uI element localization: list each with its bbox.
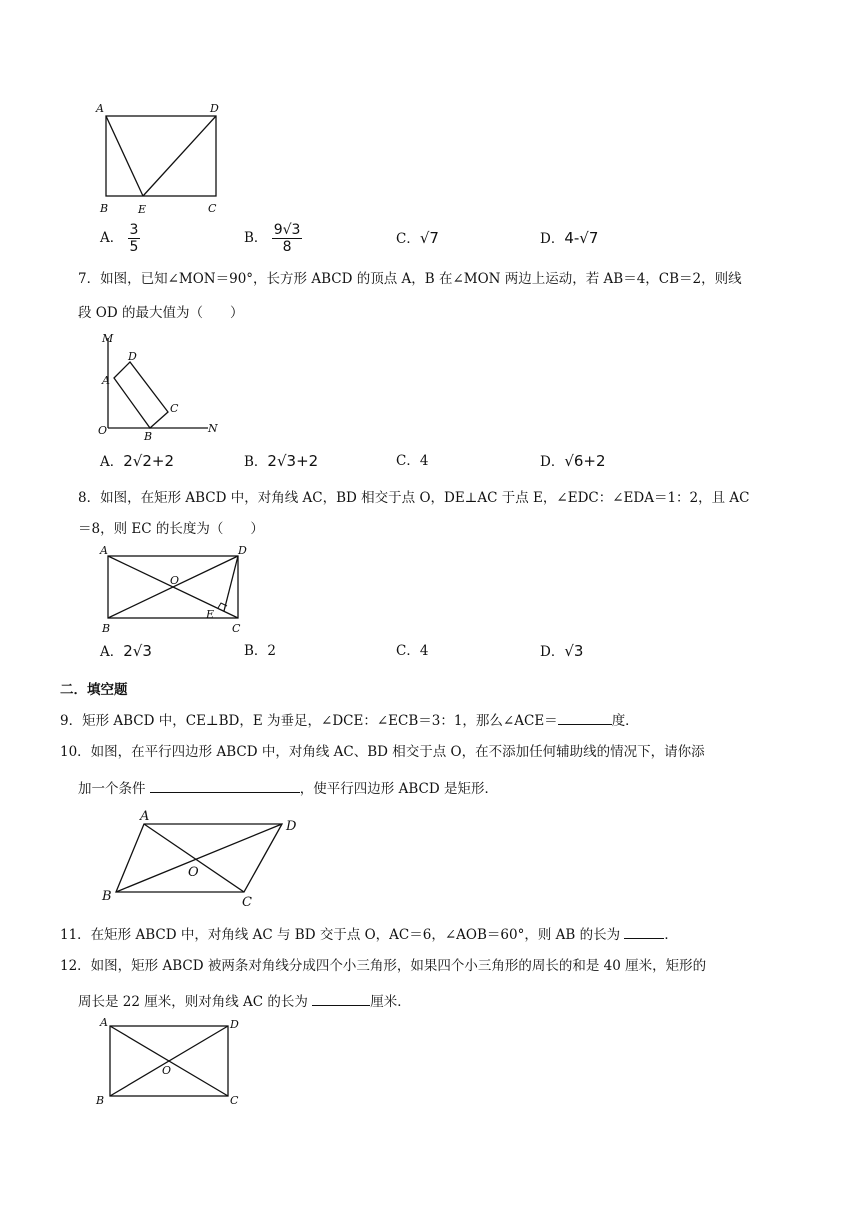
q7-option-b[interactable] bbox=[244, 452, 318, 471]
q12-text-line2-after: 厘米． bbox=[370, 994, 411, 1010]
q7-text-line1: 7．如图，已知∠MON＝90°，长方形 ABCD 的顶点 A，B 在∠MON 两边上运动，若 AB＝4，CB＝2，则线 bbox=[78, 271, 742, 287]
q10-label-a: A bbox=[140, 809, 150, 824]
q6-figure bbox=[90, 96, 230, 220]
q7-label-o: O bbox=[98, 424, 108, 437]
q12-text-line2 bbox=[78, 991, 411, 1011]
q6-option-c-label: C． bbox=[396, 231, 420, 247]
q7-option-a-label: A． bbox=[100, 454, 124, 470]
q8-option-a[interactable] bbox=[100, 642, 152, 661]
q6-option-a[interactable] bbox=[100, 222, 140, 255]
q9-answer-blank[interactable] bbox=[558, 710, 612, 725]
section-title-fill-blank: 二．填空题 bbox=[60, 682, 128, 698]
q6-option-c[interactable] bbox=[396, 229, 439, 248]
q6-option-d-label: D． bbox=[540, 231, 565, 247]
q7-label-d: D bbox=[128, 350, 137, 363]
q8-label-a: A bbox=[100, 544, 108, 557]
q8-label-o: O bbox=[170, 574, 180, 587]
q6-option-d[interactable] bbox=[540, 229, 598, 248]
q9-text-before: 9．矩形 ABCD 中，CE⊥BD，E 为垂足，∠DCE：∠ECB＝3：1，那么∠ACE＝ bbox=[60, 713, 558, 729]
q8-text-line2: ＝8，则 EC 的长度为（ ） bbox=[78, 521, 264, 537]
q6-option-c-value: √7 bbox=[419, 229, 439, 247]
q7-text-line2: 段 OD 的最大值为（ ） bbox=[78, 305, 244, 321]
q12-answer-blank[interactable] bbox=[312, 991, 370, 1006]
q7-option-c-label: C． bbox=[396, 453, 420, 469]
q7-option-a[interactable] bbox=[100, 452, 174, 471]
q10-label-d: D bbox=[286, 819, 297, 834]
q7-label-b: B bbox=[144, 430, 153, 443]
q10-text-line1: 10．如图，在平行四边形 ABCD 中，对角线 AC、BD 相交于点 O，在不添加任何辅助线的情况下，请你添 bbox=[60, 744, 705, 760]
q12-figure bbox=[94, 1012, 254, 1110]
q7-label-m: M bbox=[102, 332, 114, 345]
q7-option-a-value: 2√2+2 bbox=[123, 452, 175, 470]
q10-answer-blank[interactable] bbox=[150, 778, 300, 793]
q8-option-b-label: B． bbox=[244, 643, 268, 659]
q8-label-b: B bbox=[102, 622, 111, 635]
q7-label-n: N bbox=[208, 422, 218, 435]
q8-figure bbox=[94, 542, 254, 638]
q8-label-e: E bbox=[206, 608, 215, 621]
q7-option-c-value: 4 bbox=[419, 453, 429, 469]
q6-option-a-den: 5 bbox=[129, 239, 139, 255]
q10-figure bbox=[96, 806, 306, 908]
q10-text-line2-before: 加一个条件 bbox=[78, 781, 150, 797]
q8-option-c-value: 4 bbox=[419, 643, 429, 659]
q7-option-d-value: √6+2 bbox=[564, 452, 606, 470]
q8-label-d: D bbox=[238, 544, 247, 557]
q6-label-d: D bbox=[210, 102, 219, 115]
q7-option-c[interactable] bbox=[396, 452, 428, 470]
q12-label-o: O bbox=[162, 1064, 172, 1077]
q10-label-o: O bbox=[188, 865, 199, 880]
q9-text bbox=[60, 710, 639, 730]
q10-label-c: C bbox=[242, 895, 252, 908]
q12-text-line1: 12．如图，矩形 ABCD 被两条对角线分成四个小三角形，如果四个小三角形的周长的和是 40 厘米，矩形的 bbox=[60, 958, 707, 974]
q6-option-b-fraction bbox=[272, 222, 303, 255]
q6-option-a-fraction bbox=[128, 222, 141, 255]
q7-figure bbox=[94, 330, 230, 444]
q6-option-b-label: B． bbox=[244, 230, 268, 246]
q11-text-before: 11．在矩形 ABCD 中，对角线 AC 与 BD 交于点 O，AC＝6，∠AOB＝60°，则 AB 的长为 bbox=[60, 927, 625, 943]
q7-label-a: A bbox=[102, 374, 110, 387]
q8-option-d-value: √3 bbox=[564, 642, 584, 660]
q7-option-b-value: 2√3+2 bbox=[267, 452, 319, 470]
q6-option-b[interactable] bbox=[244, 222, 302, 255]
q11-text-after: ． bbox=[664, 927, 678, 943]
q11-answer-blank[interactable] bbox=[624, 924, 664, 939]
q6-label-a: A bbox=[96, 102, 104, 115]
q8-text-line1: 8．如图，在矩形 ABCD 中，对角线 AC，BD 相交于点 O，DE⊥AC 于点 E，∠EDC：∠EDA＝1：2，且 AC bbox=[78, 490, 750, 506]
q12-label-b: B bbox=[96, 1094, 105, 1107]
q8-option-c[interactable] bbox=[396, 642, 428, 660]
q10-text-line2-after: ，使平行四边形 ABCD 是矩形． bbox=[299, 781, 498, 797]
q6-option-b-num: 9√3 bbox=[273, 222, 301, 238]
q11-text bbox=[60, 924, 678, 944]
q8-option-d[interactable] bbox=[540, 642, 583, 661]
q7-label-c: C bbox=[170, 402, 179, 415]
q7-option-d[interactable] bbox=[540, 452, 606, 471]
q12-label-d: D bbox=[230, 1018, 239, 1031]
q8-option-c-label: C． bbox=[396, 643, 420, 659]
q8-label-c: C bbox=[232, 622, 241, 635]
q7-option-d-label: D． bbox=[540, 454, 565, 470]
q10-label-b: B bbox=[102, 889, 112, 904]
q6-label-b: B bbox=[100, 202, 109, 215]
q12-label-c: C bbox=[230, 1094, 239, 1107]
q12-label-a: A bbox=[100, 1016, 108, 1029]
q8-option-b-value: 2 bbox=[267, 643, 277, 659]
q6-option-d-value: 4-√7 bbox=[564, 229, 599, 247]
q12-text-line2-before: 周长是 22 厘米，则对角线 AC 的长为 bbox=[78, 994, 313, 1010]
q9-text-after: 度． bbox=[611, 713, 639, 729]
q6-option-a-label: A． bbox=[100, 230, 124, 246]
q6-option-a-num: 3 bbox=[129, 222, 139, 238]
q8-option-b[interactable] bbox=[244, 642, 276, 660]
q7-option-b-label: B． bbox=[244, 454, 268, 470]
q6-option-b-den: 8 bbox=[282, 239, 292, 255]
q8-option-a-value: 2√3 bbox=[123, 642, 152, 660]
q8-option-a-label: A． bbox=[100, 644, 124, 660]
q6-label-e: E bbox=[138, 203, 147, 216]
q8-option-d-label: D． bbox=[540, 644, 565, 660]
q6-label-c: C bbox=[208, 202, 217, 215]
q10-text-line2 bbox=[78, 778, 498, 798]
